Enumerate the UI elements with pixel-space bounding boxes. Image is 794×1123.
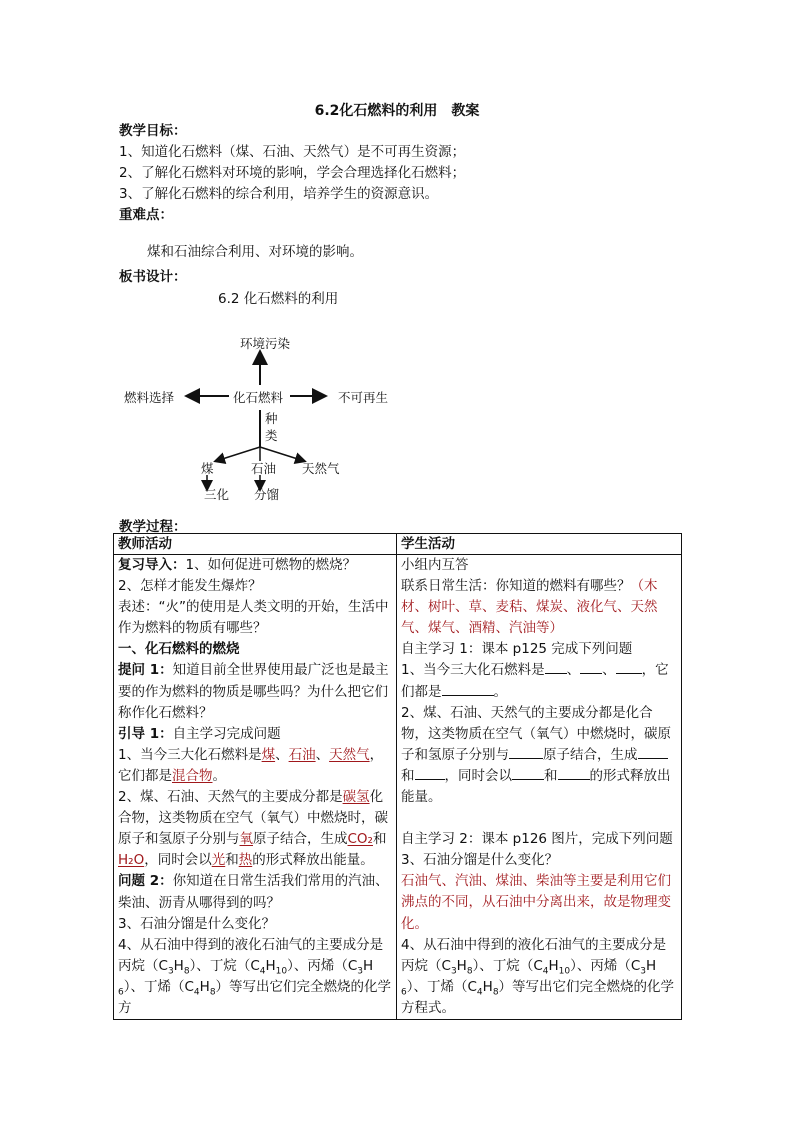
student-s7: 3、石油分馏是什么变化？	[401, 852, 559, 869]
teacher-q1: 1、当今三大化石燃料是煤、石油、天然气，它们都是混合物。	[118, 746, 384, 784]
student-s5: 2、煤、石油、天然气的主要成分都是化合物，这类物质在空气（氧气）中燃烧时，碳原子和氢原子分别与 原子结合，生成 和 ，同时会以 和 的形式释放出能量。	[401, 704, 671, 806]
teacher-q3: 3、石油分馏是什么变化？	[118, 915, 276, 932]
student-s6: 自主学习 2：课本 p126 图片，完成下列问题	[401, 831, 673, 848]
node-up: 环境污染	[240, 336, 291, 351]
node-kind-2: 类	[265, 428, 278, 443]
key-points-heading: 重难点：	[119, 207, 173, 223]
review-q2: 2、怎样才能发生爆炸？	[118, 578, 262, 595]
board-subtitle: 6.2 化石燃料的利用	[218, 291, 339, 307]
guide1: 引导 1：自主学习完成问题	[118, 725, 281, 742]
page-title: 6.2化石燃料的利用 教案	[314, 103, 480, 119]
board-heading: 板书设计：	[119, 269, 187, 285]
student-cell	[397, 555, 682, 1020]
student-s9: 4、从石油中得到的液化石油气的主要成分是丙烷$(C_3H_8)$、丁烷$(C_4H_{10})$、丙烯$(C_3H_6)$、丁烯$(C_4H_8)$等写出它们完全燃烧的化学方程式。	[401, 936, 675, 1016]
objective-item: 3、了解化石燃料的综合利用，培养学生的资源意识。	[119, 186, 439, 202]
node-coal-process: 三化	[204, 487, 230, 502]
col-student-header: 学生活动	[397, 534, 682, 555]
node-kind-1: 种	[265, 411, 278, 426]
teacher-cell	[114, 555, 397, 1020]
objective-item: 1、知道化石燃料（煤、石油、天然气）是不可再生资源；	[119, 144, 466, 160]
board-diagram	[110, 330, 410, 500]
node-coal: 煤	[201, 461, 214, 476]
statement: 表述：“火”的使用是人类文明的开始，生活中作为燃料的物质有哪些？	[118, 599, 389, 637]
process-heading: 教学过程：	[119, 519, 187, 535]
node-oil: 石油	[251, 461, 277, 476]
process-table	[113, 533, 682, 1020]
node-center: 化石燃料	[233, 390, 284, 405]
node-oil-process: 分馏	[254, 487, 280, 502]
section-title: 一、化石燃料的燃烧	[118, 641, 240, 658]
teacher-q4: 4、从石油中得到的液化石油气的主要成分是丙烷$(C_3H_8)$、丁烷$(C_4H_{10})$、丙烯$(C_3H_6)$、丁烯$(C_4H_8)$等写出它们完全燃烧的化学方	[118, 936, 392, 1016]
node-right: 不可再生	[338, 390, 389, 405]
student-s3: 自主学习 1：课本 p125 完成下列问题	[401, 641, 633, 658]
objective-item: 2、了解化石燃料对环境的影响，学会合理选择化石燃料；	[119, 165, 466, 181]
node-left: 燃料选择	[124, 390, 175, 405]
node-gas: 天然气	[302, 461, 340, 476]
col-teacher-header: 教师活动	[114, 534, 397, 555]
student-s4: 1、当今三大化石燃料是 、 、 ，它们都是 。	[401, 662, 669, 700]
table-row	[114, 555, 682, 1020]
student-s1: 小组内互答	[401, 557, 469, 573]
student-s2: 联系日常生活：你知道的燃料有哪些？（木材、树叶、草、麦秸、煤炭、液化气、天然气、煤气、酒精、汽油等）	[401, 578, 658, 637]
table-header-row	[114, 534, 682, 555]
ask1: 提问 1：知道目前全世界使用最广泛也是最主要的作为燃料的物质是哪些吗？为什么把它们称作化石燃料？	[118, 662, 389, 721]
student-s8: 石油气、汽油、煤油、柴油等主要是利用它们沸点的不同，从石油中分离出来，故是物理变化。	[401, 873, 671, 932]
review-line: 复习导入：1、如何促进可燃物的燃烧？	[118, 557, 357, 573]
teacher-q2: 2、煤、石油、天然气的主要成分都是碳氢化合物，这类物质在空气（氧气）中燃烧时，碳原子和氢原子分别与氧原子结合，生成CO₂和H₂O，同时会以光和热的形式释放出能量。	[118, 789, 388, 869]
objectives-heading: 教学目标：	[119, 123, 187, 139]
issue2: 问题 2：你知道在日常生活我们常用的汽油、柴油、沥青从哪得到的吗？	[118, 873, 389, 911]
key-points-text: 煤和石油综合利用、对环境的影响。	[147, 244, 363, 260]
spacer	[401, 808, 677, 829]
